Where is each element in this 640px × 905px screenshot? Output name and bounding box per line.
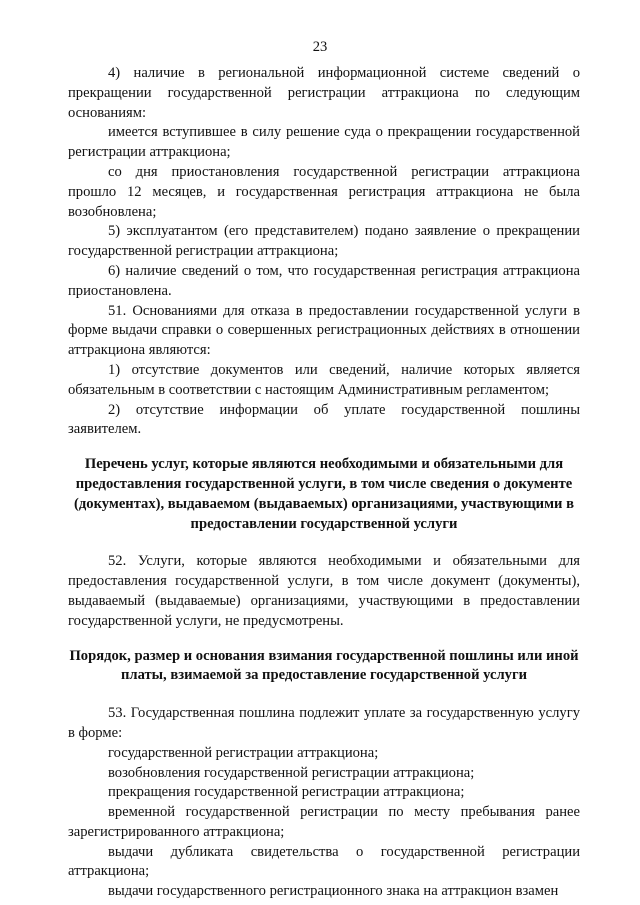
document-body: [68, 64, 580, 902]
paragraph-item-4: 4) наличие в региональной информационной системе сведений о прекращении государственной регистрации аттракциона по следующим основаниям:: [68, 65, 580, 121]
paragraph-53-termination: прекращения государственной регистрации аттракциона;: [108, 784, 465, 801]
paragraph-item-6: 6) наличие сведений о том, что государственная регистрация аттракциона приостановлена.: [68, 262, 580, 299]
paragraph-51-item-2: 2) отсутствие информации об уплате государственной пошлины заявителем.: [68, 401, 580, 438]
paragraph-53-registration: государственной регистрации аттракциона;: [108, 744, 379, 761]
page-number: 23: [312, 39, 328, 55]
paragraph-item-5: 5) эксплуатантом (его представителем) подано заявление о прекращении государственной регистрации аттракциона;: [68, 223, 580, 260]
paragraph-51: 51. Основаниями для отказа в предоставлении государственной услуги в форме выдачи справки о совершенных регистрационных действиях в отношении аттракциона являются:: [68, 302, 580, 359]
paragraph-53: 53. Государственная пошлина подлежит уплате за государственную услугу в форме:: [68, 705, 580, 741]
paragraph-51-item-1: 1) отсутствие документов или сведений, наличие которых является обязательным в соответствии с настоящим Административным регламентом;: [68, 361, 580, 398]
paragraph-52: 52. Услуги, которые являются необходимыми и обязательными для предоставления государственной услуги, в том числе документ (документы), выдаваемый (выдаваемые) организациями, участвующими в предоставлении государственной услуги, не предусмотрены.: [68, 553, 580, 629]
paragraph-53-sign: выдачи государственного регистрационного знака на аттракцион взамен: [108, 883, 559, 900]
paragraph-53-temporary: временной государственной регистрации по месту пребывания ранее зарегистрированного аттракциона;: [68, 804, 580, 840]
paragraph-53-resumption: возобновления государственной регистрации аттракциона;: [108, 764, 475, 781]
paragraph-12-months: со дня приостановления государственной регистрации аттракциона прошло 12 месяцев, и государственная регистрация аттракциона не была возобновлена;: [68, 163, 580, 220]
section-heading-services: Перечень услуг, которые являются необходимыми и обязательными для предоставления государственной услуги, в том числе сведения о документе (документах), выдаваемом (выдаваемых) организациями, участвующими в предоставлении государственной услуги: [74, 456, 574, 532]
section-heading-state-fee: Порядок, размер и основания взимания государственной пошлины или иной платы, взимаемой за предоставление государственной услуги: [69, 647, 579, 684]
paragraph-court-decision: имеется вступившее в силу решение суда о прекращении государственной регистрации аттракциона;: [68, 124, 580, 161]
paragraph-53-duplicate: выдачи дубликата свидетельства о государственной регистрации аттракциона;: [68, 843, 580, 880]
